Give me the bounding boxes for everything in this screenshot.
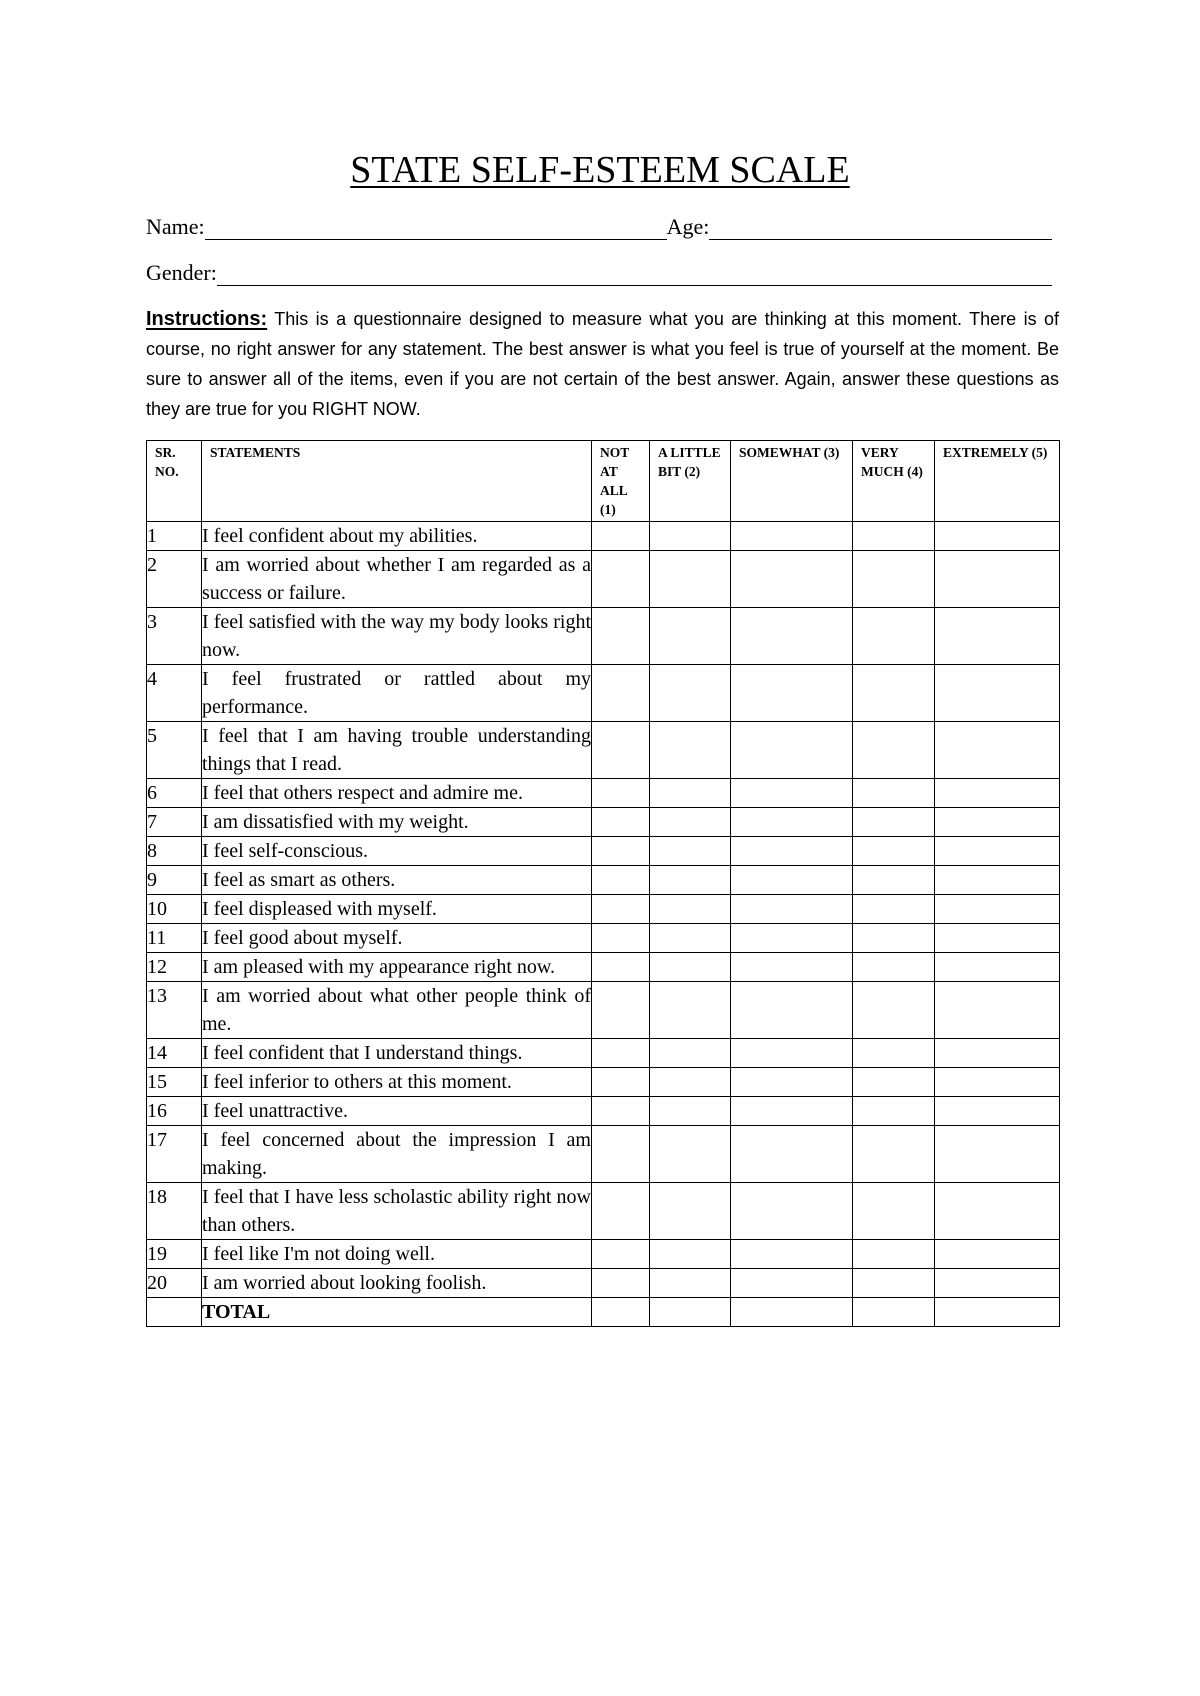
cell-a-little-bit[interactable]: [650, 953, 731, 982]
cell-somewhat[interactable]: [731, 895, 853, 924]
cell-not-at-all[interactable]: [592, 1097, 650, 1126]
cell-somewhat[interactable]: [731, 1126, 853, 1183]
header-a-little-bit: A LITTLE BIT (2): [650, 441, 731, 522]
cell-extremely[interactable]: [935, 808, 1060, 837]
row-number: 1: [147, 522, 202, 551]
cell-a-little-bit[interactable]: [650, 895, 731, 924]
cell-a-little-bit[interactable]: [650, 982, 731, 1039]
table-row: [147, 608, 1060, 665]
cell-somewhat[interactable]: [731, 779, 853, 808]
table-header-row: [147, 441, 1060, 522]
page-title: STATE SELF-ESTEEM SCALE: [350, 149, 850, 191]
table-row: [147, 953, 1060, 982]
cell-not-at-all[interactable]: [592, 665, 650, 722]
cell-not-at-all[interactable]: [592, 608, 650, 665]
cell-somewhat[interactable]: [731, 551, 853, 608]
cell-somewhat[interactable]: [731, 866, 853, 895]
total-somewhat[interactable]: [731, 1298, 853, 1327]
cell-very-much[interactable]: [853, 1068, 935, 1097]
row-number: 6: [147, 779, 202, 808]
cell-not-at-all[interactable]: [592, 1183, 650, 1240]
cell-a-little-bit[interactable]: [650, 551, 731, 608]
cell-extremely[interactable]: [935, 608, 1060, 665]
row-statement: I am worried about what other people think of me.: [202, 982, 592, 1039]
cell-a-little-bit[interactable]: [650, 779, 731, 808]
cell-extremely[interactable]: [935, 1039, 1060, 1068]
total-a-little-bit[interactable]: [650, 1298, 731, 1327]
cell-somewhat[interactable]: [731, 982, 853, 1039]
table-row: [147, 808, 1060, 837]
cell-very-much[interactable]: [853, 808, 935, 837]
cell-extremely[interactable]: [935, 551, 1060, 608]
header-srno: SR. NO.: [147, 441, 202, 522]
cell-somewhat[interactable]: [731, 1269, 853, 1298]
cell-not-at-all[interactable]: [592, 866, 650, 895]
cell-very-much[interactable]: [853, 895, 935, 924]
cell-a-little-bit[interactable]: [650, 1240, 731, 1269]
table-row: [147, 1240, 1060, 1269]
cell-extremely[interactable]: [935, 1240, 1060, 1269]
cell-not-at-all[interactable]: [592, 779, 650, 808]
instructions-text: This is a questionnaire designed to measure what you are thinking at this moment. There is of course, no right answer for any statement. The best answer is what you feel is true of yourself at the moment. Be sure to answer all of the items, even if you are not certain of the best answer. Again, answer these questions as they are true for you RIGHT NOW.: [146, 309, 1059, 419]
name-label: Name:: [146, 214, 205, 239]
table-row: [147, 779, 1060, 808]
cell-somewhat[interactable]: [731, 665, 853, 722]
row-statement: I am dissatisfied with my weight.: [202, 808, 592, 837]
cell-extremely[interactable]: [935, 866, 1060, 895]
table-row: [147, 522, 1060, 551]
cell-extremely[interactable]: [935, 522, 1060, 551]
cell-not-at-all[interactable]: [592, 953, 650, 982]
cell-not-at-all[interactable]: [592, 982, 650, 1039]
header-very-much: VERY MUCH (4): [853, 441, 935, 522]
cell-somewhat[interactable]: [731, 953, 853, 982]
table-row: [147, 722, 1060, 779]
table-row: [147, 665, 1060, 722]
row-number: 16: [147, 1097, 202, 1126]
name-field[interactable]: [205, 215, 667, 240]
row-statement: I feel confident about my abilities.: [202, 522, 592, 551]
row-statement: I feel frustrated or rattled about my performance.: [202, 665, 592, 722]
row-statement: I feel self-conscious.: [202, 837, 592, 866]
row-statement: I feel displeased with myself.: [202, 895, 592, 924]
gender-label: Gender:: [146, 260, 217, 285]
table-row: [147, 982, 1060, 1039]
row-number: 17: [147, 1126, 202, 1183]
row-number: 19: [147, 1240, 202, 1269]
row-statement: I feel satisfied with the way my body looks right now.: [202, 608, 592, 665]
cell-a-little-bit[interactable]: [650, 608, 731, 665]
cell-very-much[interactable]: [853, 924, 935, 953]
row-number: 20: [147, 1269, 202, 1298]
row-statement: I feel good about myself.: [202, 924, 592, 953]
cell-very-much[interactable]: [853, 608, 935, 665]
row-statement: I am worried about looking foolish.: [202, 1269, 592, 1298]
cell-extremely[interactable]: [935, 1126, 1060, 1183]
cell-very-much[interactable]: [853, 722, 935, 779]
cell-a-little-bit[interactable]: [650, 837, 731, 866]
row-number: 15: [147, 1068, 202, 1097]
header-extremely: EXTREMELY (5): [935, 441, 1060, 522]
cell-somewhat[interactable]: [731, 722, 853, 779]
table-row: [147, 1183, 1060, 1240]
row-number: 18: [147, 1183, 202, 1240]
header-somewhat: SOMEWHAT (3): [731, 441, 853, 522]
cell-a-little-bit[interactable]: [650, 665, 731, 722]
row-statement: I feel concerned about the impression I am making.: [202, 1126, 592, 1183]
cell-extremely[interactable]: [935, 1183, 1060, 1240]
cell-somewhat[interactable]: [731, 1068, 853, 1097]
cell-very-much[interactable]: [853, 953, 935, 982]
gender-field[interactable]: [217, 261, 1052, 286]
age-field[interactable]: [709, 215, 1052, 240]
header-not-at-all: NOT AT ALL (1): [592, 441, 650, 522]
cell-not-at-all[interactable]: [592, 895, 650, 924]
row-statement: I feel inferior to others at this moment.: [202, 1068, 592, 1097]
cell-not-at-all[interactable]: [592, 808, 650, 837]
cell-not-at-all[interactable]: [592, 1039, 650, 1068]
row-statement: I am pleased with my appearance right now.: [202, 953, 592, 982]
cell-very-much[interactable]: [853, 551, 935, 608]
total-not-at-all[interactable]: [592, 1298, 650, 1327]
cell-very-much[interactable]: [853, 1126, 935, 1183]
cell-somewhat[interactable]: [731, 1240, 853, 1269]
row-number: 2: [147, 551, 202, 608]
table-row: [147, 1126, 1060, 1183]
table-row: [147, 1068, 1060, 1097]
cell-extremely[interactable]: [935, 1068, 1060, 1097]
cell-very-much[interactable]: [853, 1097, 935, 1126]
cell-extremely[interactable]: [935, 665, 1060, 722]
cell-extremely[interactable]: [935, 1097, 1060, 1126]
cell-a-little-bit[interactable]: [650, 722, 731, 779]
table-row: [147, 551, 1060, 608]
instructions-paragraph: [146, 304, 1059, 424]
total-label: TOTAL: [202, 1298, 592, 1327]
cell-somewhat[interactable]: [731, 808, 853, 837]
row-number: 11: [147, 924, 202, 953]
row-statement: I feel that I am having trouble understanding things that I read.: [202, 722, 592, 779]
cell-a-little-bit[interactable]: [650, 1269, 731, 1298]
cell-very-much[interactable]: [853, 665, 935, 722]
cell-somewhat[interactable]: [731, 1183, 853, 1240]
cell-somewhat[interactable]: [731, 1039, 853, 1068]
row-number: 7: [147, 808, 202, 837]
row-number: 3: [147, 608, 202, 665]
header-statements: STATEMENTS: [202, 441, 592, 522]
row-statement: I am worried about whether I am regarded as a success or failure.: [202, 551, 592, 608]
cell-a-little-bit[interactable]: [650, 522, 731, 551]
cell-somewhat[interactable]: [731, 837, 853, 866]
cell-extremely[interactable]: [935, 779, 1060, 808]
row-statement: I feel unattractive.: [202, 1097, 592, 1126]
cell-not-at-all[interactable]: [592, 1068, 650, 1097]
total-row: [147, 1298, 1060, 1327]
row-statement: I feel as smart as others.: [202, 866, 592, 895]
total-number-cell: [147, 1298, 202, 1327]
table-row: [147, 1097, 1060, 1126]
total-extremely[interactable]: [935, 1298, 1060, 1327]
cell-extremely[interactable]: [935, 837, 1060, 866]
cell-very-much[interactable]: [853, 1240, 935, 1269]
row-statement: I feel that others respect and admire me.: [202, 779, 592, 808]
total-very-much[interactable]: [853, 1298, 935, 1327]
self-esteem-table: [146, 440, 1060, 1327]
cell-extremely[interactable]: [935, 895, 1060, 924]
age-label: Age:: [666, 214, 710, 239]
row-number: 14: [147, 1039, 202, 1068]
instructions-label: Instructions:: [146, 308, 268, 330]
cell-not-at-all[interactable]: [592, 837, 650, 866]
cell-somewhat[interactable]: [731, 522, 853, 551]
gender-row: [146, 260, 1052, 286]
cell-extremely[interactable]: [935, 722, 1060, 779]
row-number: 8: [147, 837, 202, 866]
cell-extremely[interactable]: [935, 953, 1060, 982]
cell-very-much[interactable]: [853, 1269, 935, 1298]
cell-extremely[interactable]: [935, 924, 1060, 953]
table-row: [147, 837, 1060, 866]
row-number: 10: [147, 895, 202, 924]
cell-very-much[interactable]: [853, 837, 935, 866]
cell-a-little-bit[interactable]: [650, 1183, 731, 1240]
name-age-row: [146, 214, 1052, 240]
cell-somewhat[interactable]: [731, 608, 853, 665]
cell-not-at-all[interactable]: [592, 1269, 650, 1298]
cell-very-much[interactable]: [853, 866, 935, 895]
row-number: 5: [147, 722, 202, 779]
table-row: [147, 1039, 1060, 1068]
cell-not-at-all[interactable]: [592, 722, 650, 779]
cell-a-little-bit[interactable]: [650, 866, 731, 895]
row-number: 4: [147, 665, 202, 722]
table-row: [147, 866, 1060, 895]
cell-very-much[interactable]: [853, 982, 935, 1039]
cell-a-little-bit[interactable]: [650, 1039, 731, 1068]
cell-very-much[interactable]: [853, 522, 935, 551]
cell-a-little-bit[interactable]: [650, 924, 731, 953]
row-statement: I feel like I'm not doing well.: [202, 1240, 592, 1269]
row-number: 12: [147, 953, 202, 982]
row-number: 9: [147, 866, 202, 895]
cell-somewhat[interactable]: [731, 924, 853, 953]
cell-extremely[interactable]: [935, 1269, 1060, 1298]
table-row: [147, 924, 1060, 953]
cell-very-much[interactable]: [853, 779, 935, 808]
cell-a-little-bit[interactable]: [650, 1126, 731, 1183]
cell-a-little-bit[interactable]: [650, 808, 731, 837]
cell-a-little-bit[interactable]: [650, 1097, 731, 1126]
cell-not-at-all[interactable]: [592, 522, 650, 551]
cell-somewhat[interactable]: [731, 1097, 853, 1126]
row-number: 13: [147, 982, 202, 1039]
cell-not-at-all[interactable]: [592, 1240, 650, 1269]
cell-not-at-all[interactable]: [592, 551, 650, 608]
cell-very-much[interactable]: [853, 1183, 935, 1240]
cell-extremely[interactable]: [935, 982, 1060, 1039]
cell-very-much[interactable]: [853, 1039, 935, 1068]
row-statement: I feel confident that I understand things.: [202, 1039, 592, 1068]
table-row: [147, 1269, 1060, 1298]
cell-a-little-bit[interactable]: [650, 1068, 731, 1097]
table-row: [147, 895, 1060, 924]
row-statement: I feel that I have less scholastic ability right now than others.: [202, 1183, 592, 1240]
cell-not-at-all[interactable]: [592, 924, 650, 953]
cell-not-at-all[interactable]: [592, 1126, 650, 1183]
